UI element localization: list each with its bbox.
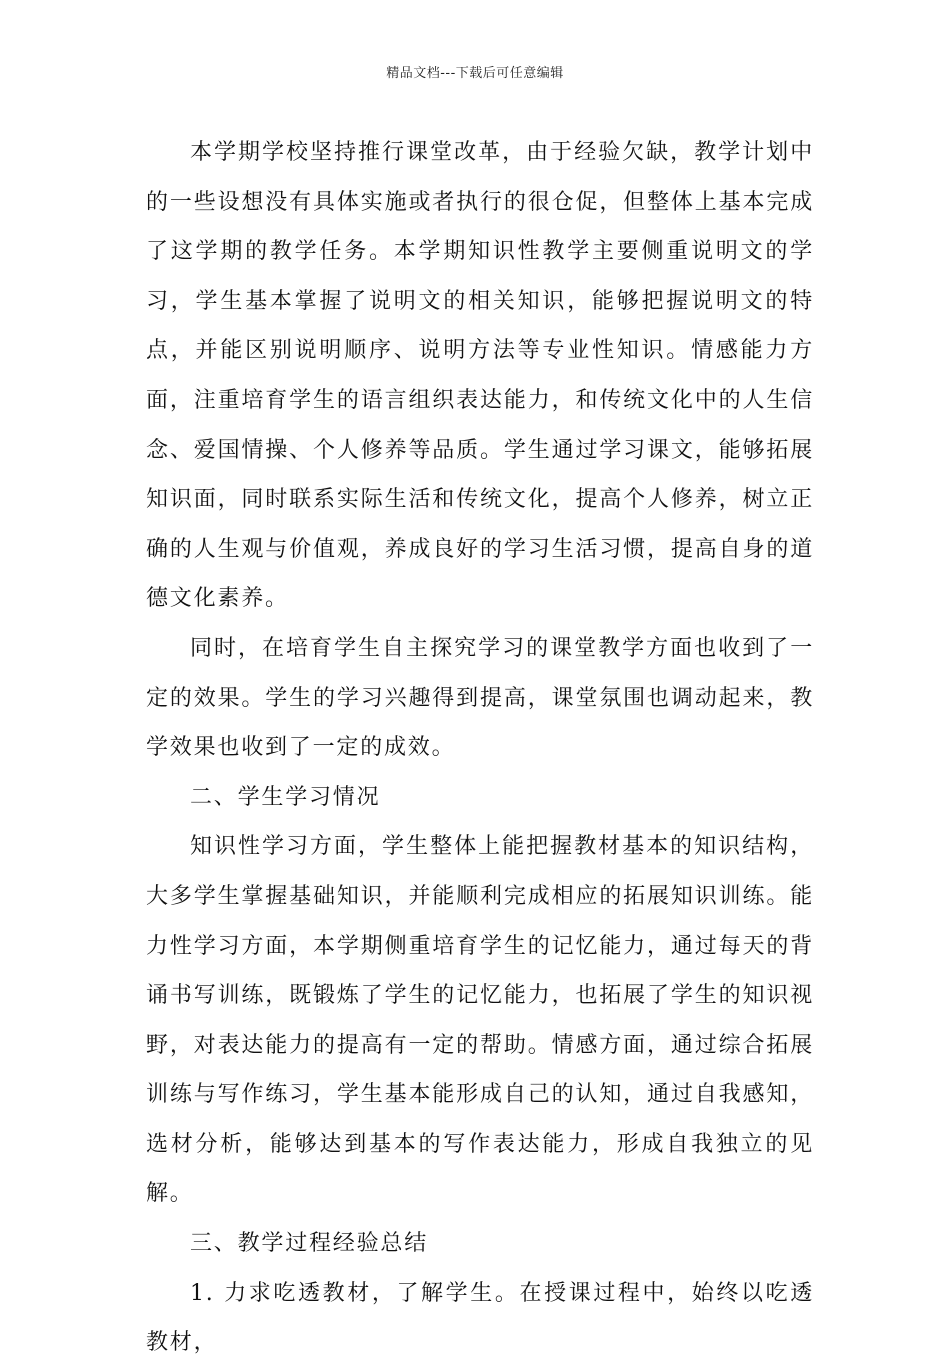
- paragraph-item-1: 1. 力求吃透教材，了解学生。在授课过程中，始终以吃透教材，: [146, 1280, 814, 1356]
- document-body: [146, 128, 814, 1368]
- page-header: 精品文档---下载后可任意编辑: [386, 66, 564, 81]
- paragraph-effect: 同时，在培育学生自主探究学习的课堂教学方面也收到了一定的效果。学生的学习兴趣得到提高，课堂氛围也调动起来，教学效果也收到了一定的成效。: [146, 635, 814, 761]
- section-heading-experience: 三、教学过程经验总结: [190, 1231, 429, 1257]
- paragraph-summary: 本学期学校坚持推行课堂改革，由于经验欠缺，教学计划中的一些设想没有具体实施或者执行的很仓促，但整体上基本完成了这学期的教学任务。本学期知识性教学主要侧重说明文的学习，学生基本掌握了说明文的相关知识，能够把握说明文的特点，并能区别说明顺序、说明方法等专业性知识。情感能力方面，注重培育学生的语言组织表达能力，和传统文化中的人生信念、爱国情操、个人修养等品质。学生通过学习课文，能够拓展知识面，同时联系实际生活和传统文化，提高个人修养，树立正确的人生观与价值观，养成良好的学习生活习惯，提高自身的道德文化素养。: [146, 140, 814, 612]
- paragraph-student-learning: 知识性学习方面，学生整体上能把握教材基本的知识结构，大多学生掌握基础知识，并能顺利完成相应的拓展知识训练。能力性学习方面，本学期侧重培育学生的记忆能力，通过每天的背诵书写训练，既锻炼了学生的记忆能力，也拓展了学生的知识视野，对表达能力的提高有一定的帮助。情感方面，通过综合拓展训练与写作练习，学生基本能形成自己的认知，通过自我感知，选材分析，能够达到基本的写作表达能力，形成自我独立的见解。: [146, 834, 814, 1207]
- section-heading-student-learning: 二、学生学习情况: [190, 784, 381, 810]
